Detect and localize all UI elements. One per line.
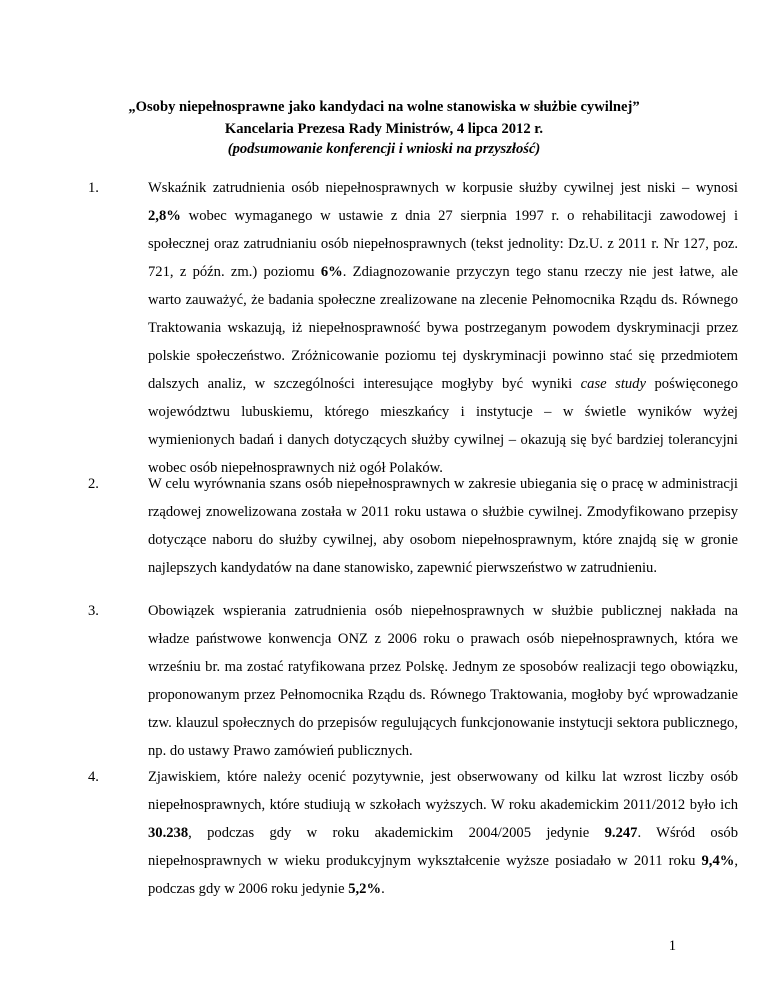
list-item-text xyxy=(148,174,738,482)
document-subtitle: Kancelaria Prezesa Rady Ministrów, 4 lipca 2012 r. xyxy=(224,121,544,137)
document-note: (podsumowanie konferencji i wnioski na przyszłość) xyxy=(227,141,541,157)
text-span: . Zdiagnozowanie przyczyn tego stanu rzeczy nie jest łatwe, ale warto zauważyć, że badania społeczne zrealizowane na zlecenie Pełnomocnika Rządu ds. Równego Traktowania wskazują, iż niepełnosprawność bywa postrzeganym powodem dyskryminacji przez polskie społeczeństwo. Zróżnicowanie poziomu tej dyskryminacji powinno stać się przedmiotem dalszych analiz, w szczególności interesujące mogłyby być wyniki xyxy=(148,264,738,392)
text-span: , podczas gdy w 2006 roku jedynie xyxy=(148,853,738,897)
document-title: „Osoby niepełnosprawne jako kandydaci na wolne stanowiska w służbie cywilnej” xyxy=(128,99,640,115)
bold-value: 5,2% xyxy=(348,881,382,897)
bold-value: 6% xyxy=(320,264,343,280)
text-span: . xyxy=(381,881,385,897)
bold-value: 9,4% xyxy=(701,853,735,869)
list-item-text: Obowiązek wspierania zatrudnienia osób niepełnosprawnych w służbie publicznej nakłada na władze państwowe konwencja ONZ z 2006 roku o prawach osób niepełnosprawnych, która we wrześniu br. ma zostać ratyfikowana przez Polskę. Jednym ze sposobów realizacji tego obowiązku, proponowanym przez Pełnomocnika Rządu ds. Równego Traktowania, mogłoby być wprowadzanie tzw. klauzul społecznych do przepisów regulujących funkcjonowanie instytucji sektora publicznego, np. do ustawy Prawo zamówień publicznych. xyxy=(148,603,738,759)
text-span: . Wśród osób niepełnosprawnych w wieku produkcyjnym wykształcenie wyższe posiadało w 2011 roku xyxy=(148,825,738,869)
page-number: 1 xyxy=(668,938,676,954)
bold-value: 30.238 xyxy=(148,825,189,841)
text-span: poświęconego województwu lubuskiemu, którego mieszkańcy i instytucje – w świetle wyników wyżej wymienionych badań i danych dotyczących służby cywilnej – okazują się być bardziej tolerancyjni wobec osób niepełnosprawnych niż ogół Polaków. xyxy=(148,376,739,476)
list-item-number: 2. xyxy=(88,476,99,492)
text-span: Zjawiskiem, które należy ocenić pozytywnie, jest obserwowany od kilku lat wzrost liczby osób niepełnosprawnych, które studiują w szkołach wyższych. W roku akademickim 2011/2012 było ich xyxy=(148,769,738,813)
list-item-text xyxy=(148,763,738,903)
list-item-number: 3. xyxy=(88,603,99,619)
list-item-number: 1. xyxy=(88,180,99,196)
bold-value: 9.247 xyxy=(604,825,638,841)
bold-value: 2,8% xyxy=(148,208,181,224)
text-span: Wskaźnik zatrudnienia osób niepełnosprawnych w korpusie służby cywilnej jest niski – wynosi xyxy=(148,180,738,196)
list-item-number: 4. xyxy=(88,769,99,785)
text-span: , podczas gdy w roku akademickim 2004/2005 jedynie xyxy=(188,825,605,841)
text-span: wobec wymaganego w ustawie z dnia 27 sierpnia 1997 r. o rehabilitacji zawodowej i społecznej oraz zatrudnianiu osób niepełnosprawnych (tekst jednolity: Dz.U. z 2011 r. Nr 127, poz. 721, z późn. zm.) poziomu xyxy=(148,208,738,280)
list-item-text: W celu wyrównania szans osób niepełnosprawnych w zakresie ubiegania się o pracę w administracji rządowej znowelizowana została w 2011 roku ustawa o służbie cywilnej. Zmodyfikowano przepisy dotyczące naboru do służby cywilnej, aby osobom niepełnosprawnym, które znajdą się w gronie najlepszych kandydatów na dane stanowisko, zapewnić pierwszeństwo w zatrudnieniu. xyxy=(148,476,738,576)
italic-term: case study xyxy=(580,376,646,392)
